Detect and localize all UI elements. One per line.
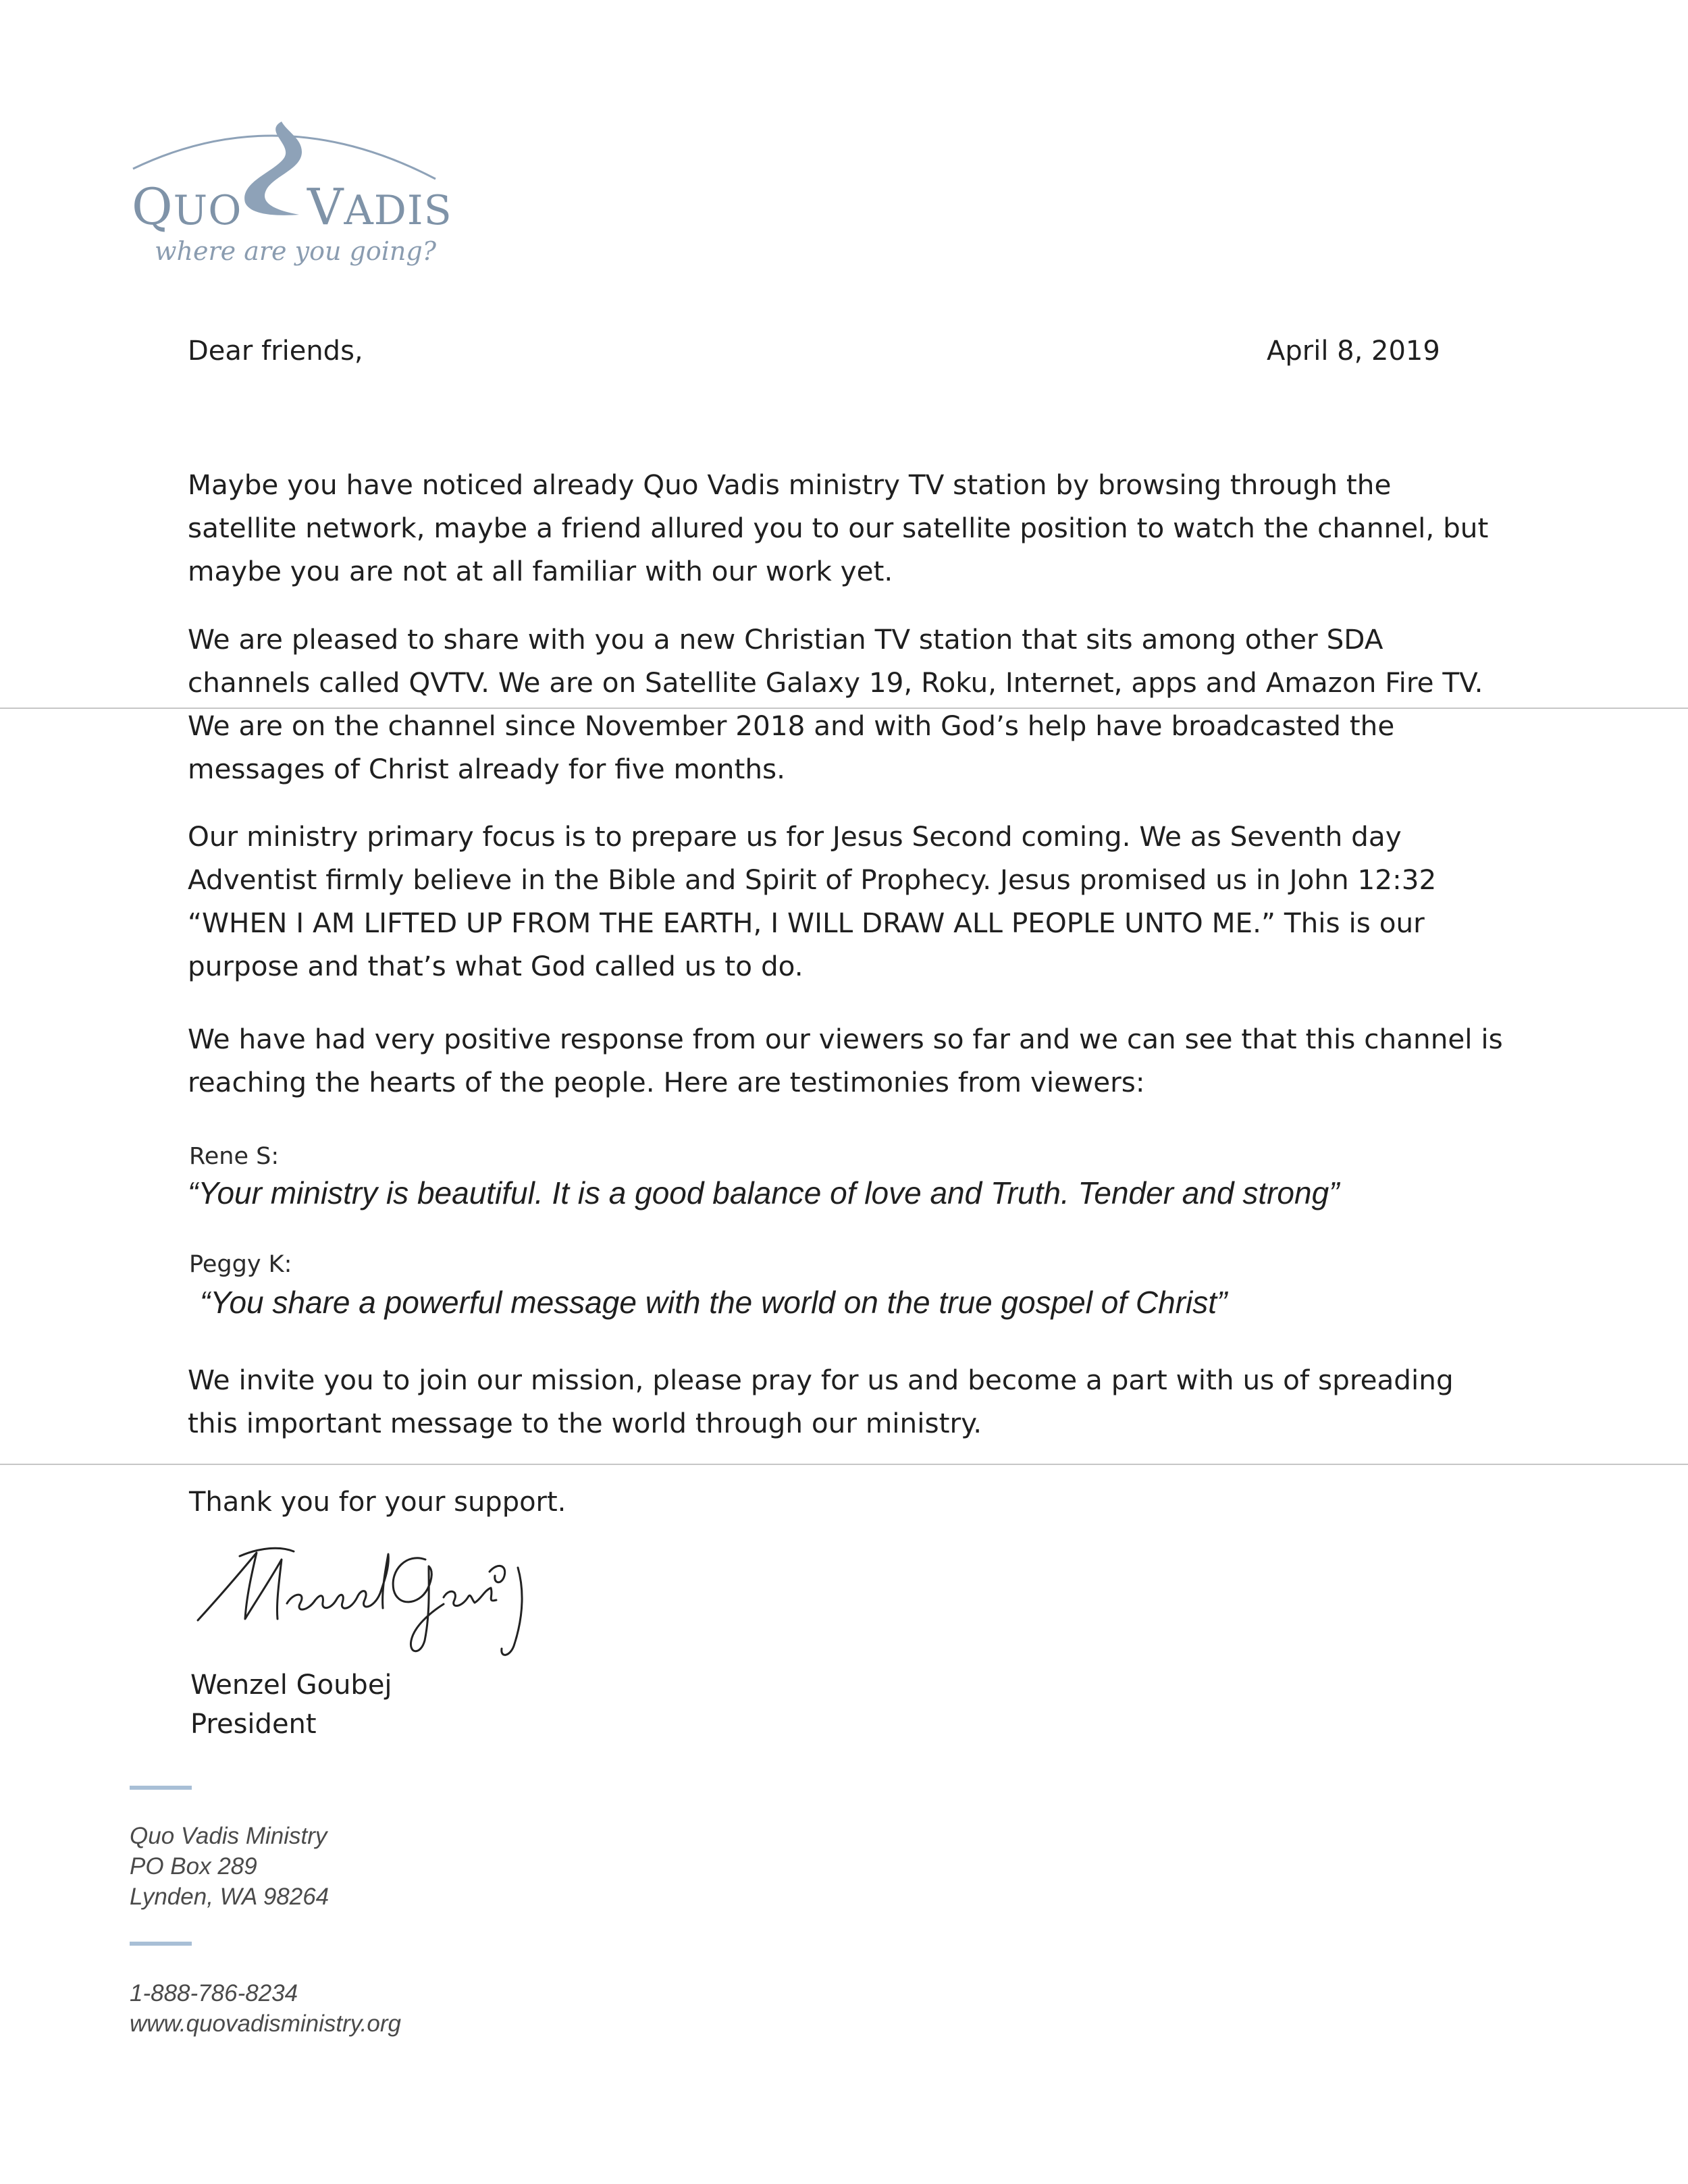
signer-title: President	[190, 1709, 317, 1740]
paragraph-invitation	[188, 1358, 1538, 1445]
paragraph-line: We are pleased to share with you a new Christian TV station that sits among other SDA	[188, 623, 1383, 656]
footer-accent-rule	[130, 1786, 192, 1790]
letter-date: April 8, 2019	[1267, 336, 1440, 367]
paragraph-line: Adventist firmly believe in the Bible and Spirit of Prophecy. Jesus promised us in John 12:32	[188, 863, 1437, 896]
paragraph-line: this important message to the world through our ministry.	[188, 1407, 982, 1439]
footer-accent-rule	[130, 1942, 192, 1946]
testimonial-quote: “You share a powerful message with the world on the true gospel of Christ”	[200, 1285, 1228, 1320]
quo-vadis-logo	[125, 115, 452, 277]
paragraph-line: channels called QVTV. We are on Satellite Galaxy 19, Roku, Internet, apps and Amazon Fire TV.	[188, 666, 1483, 699]
paragraph-line: maybe you are not at all familiar with our work yet.	[188, 555, 893, 587]
paragraph-response	[188, 1017, 1538, 1104]
paragraph-line: messages of Christ already for five months.	[188, 753, 785, 785]
footer-website: www.quovadisministry.org	[130, 2010, 401, 2037]
paragraph-line: We invite you to join our mission, please pray for us and become a part with us of spreading	[188, 1364, 1454, 1396]
paragraph-intro	[188, 463, 1538, 593]
signer-name: Wenzel Goubej	[190, 1670, 392, 1701]
paper-fold-line	[0, 1464, 1688, 1465]
greeting: Dear friends,	[188, 336, 363, 367]
paragraph-line: Maybe you have noticed already Quo Vadis ministry TV station by browsing through the	[188, 469, 1392, 501]
paragraph-line: We are on the channel since November 2018 and with God’s help have broadcasted the	[188, 710, 1395, 742]
paragraph-line: Our ministry primary focus is to prepare us for Jesus Second coming. We as Seventh day	[188, 820, 1402, 853]
signature-image	[192, 1533, 544, 1661]
footer-org: Quo Vadis Ministry	[130, 1823, 327, 1849]
logo-tagline: where are you going?	[155, 236, 437, 266]
testimonial-author: Peggy K:	[189, 1251, 292, 1278]
testimonial-quote: “Your ministry is beautiful. It is a good balance of love and Truth. Tender and strong”	[188, 1175, 1340, 1210]
footer-phone: 1-888-786-8234	[130, 1980, 298, 2006]
paragraph-line: satellite network, maybe a friend allured you to our satellite position to watch the channel, but	[188, 512, 1489, 544]
paragraph-focus	[188, 815, 1538, 988]
paragraph-line: “WHEN I AM LIFTED UP FROM THE EARTH, I WILL DRAW ALL PEOPLE UNTO ME.” This is our	[188, 907, 1425, 939]
paragraph-station	[188, 618, 1538, 791]
logo-word-quo: QUO	[132, 178, 242, 236]
paragraph-line: purpose and that’s what God called us to do.	[188, 950, 803, 982]
footer-po-box: PO Box 289	[130, 1853, 257, 1880]
closing-line: Thank you for your support.	[189, 1487, 566, 1518]
testimonial-author: Rene S:	[189, 1143, 280, 1170]
paper-fold-line	[0, 708, 1688, 709]
logo-word-vadis: VADIS	[307, 178, 452, 236]
paragraph-line: reaching the hearts of the people. Here are testimonies from viewers:	[188, 1066, 1145, 1098]
footer-city: Lynden, WA 98264	[130, 1884, 329, 1910]
paragraph-line: We have had very positive response from our viewers so far and we can see that this channel is	[188, 1023, 1503, 1055]
